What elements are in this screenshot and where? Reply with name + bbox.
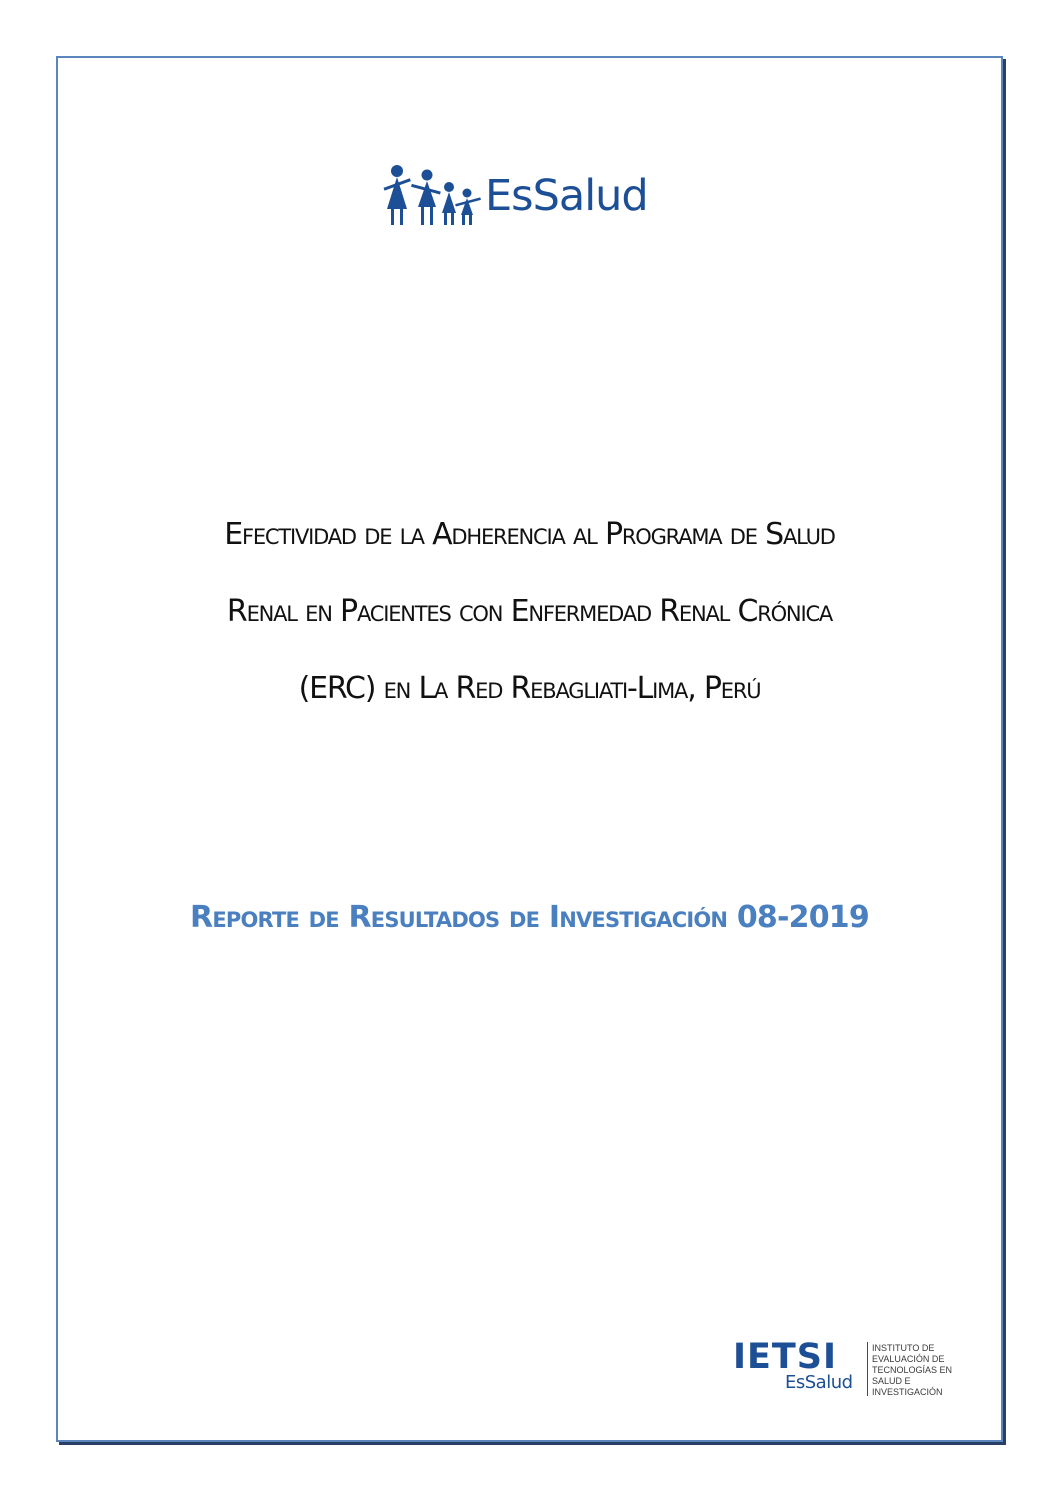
ietsi-desc-line: TECNOLOGÍAS EN <box>872 1365 953 1375</box>
ietsi-desc-line: INVESTIGACIÓN <box>872 1387 943 1397</box>
ietsi-description <box>872 1343 952 1398</box>
ietsi-divider <box>867 1342 868 1396</box>
ietsi-essalud-wordmark: EsSalud <box>785 1372 853 1393</box>
document-title <box>60 512 999 743</box>
ietsi-desc-line: EVALUACIÓN DE <box>872 1354 945 1364</box>
report-subtitle: Reporte de Resultados de Investigación 08-2019 <box>190 900 869 935</box>
ietsi-logo <box>733 1337 963 1402</box>
essalud-logo <box>383 160 673 232</box>
ietsi-desc-line: SALUD E <box>872 1376 911 1386</box>
page-frame <box>56 56 1003 1442</box>
essalud-wordmark: EsSalud <box>485 170 648 221</box>
ietsi-wordmark: IETSI <box>733 1337 838 1377</box>
title-line-1: Efectividad de la Adherencia al Programa de Salud <box>224 517 835 552</box>
ietsi-desc-line: INSTITUTO DE <box>872 1343 935 1353</box>
title-line-2: Renal en Pacientes con Enfermedad Renal Crónica <box>226 594 833 629</box>
title-line-3: (ERC) en La Red Rebagliati-Lima, Perú <box>298 671 761 706</box>
family-figures-icon <box>383 163 481 229</box>
